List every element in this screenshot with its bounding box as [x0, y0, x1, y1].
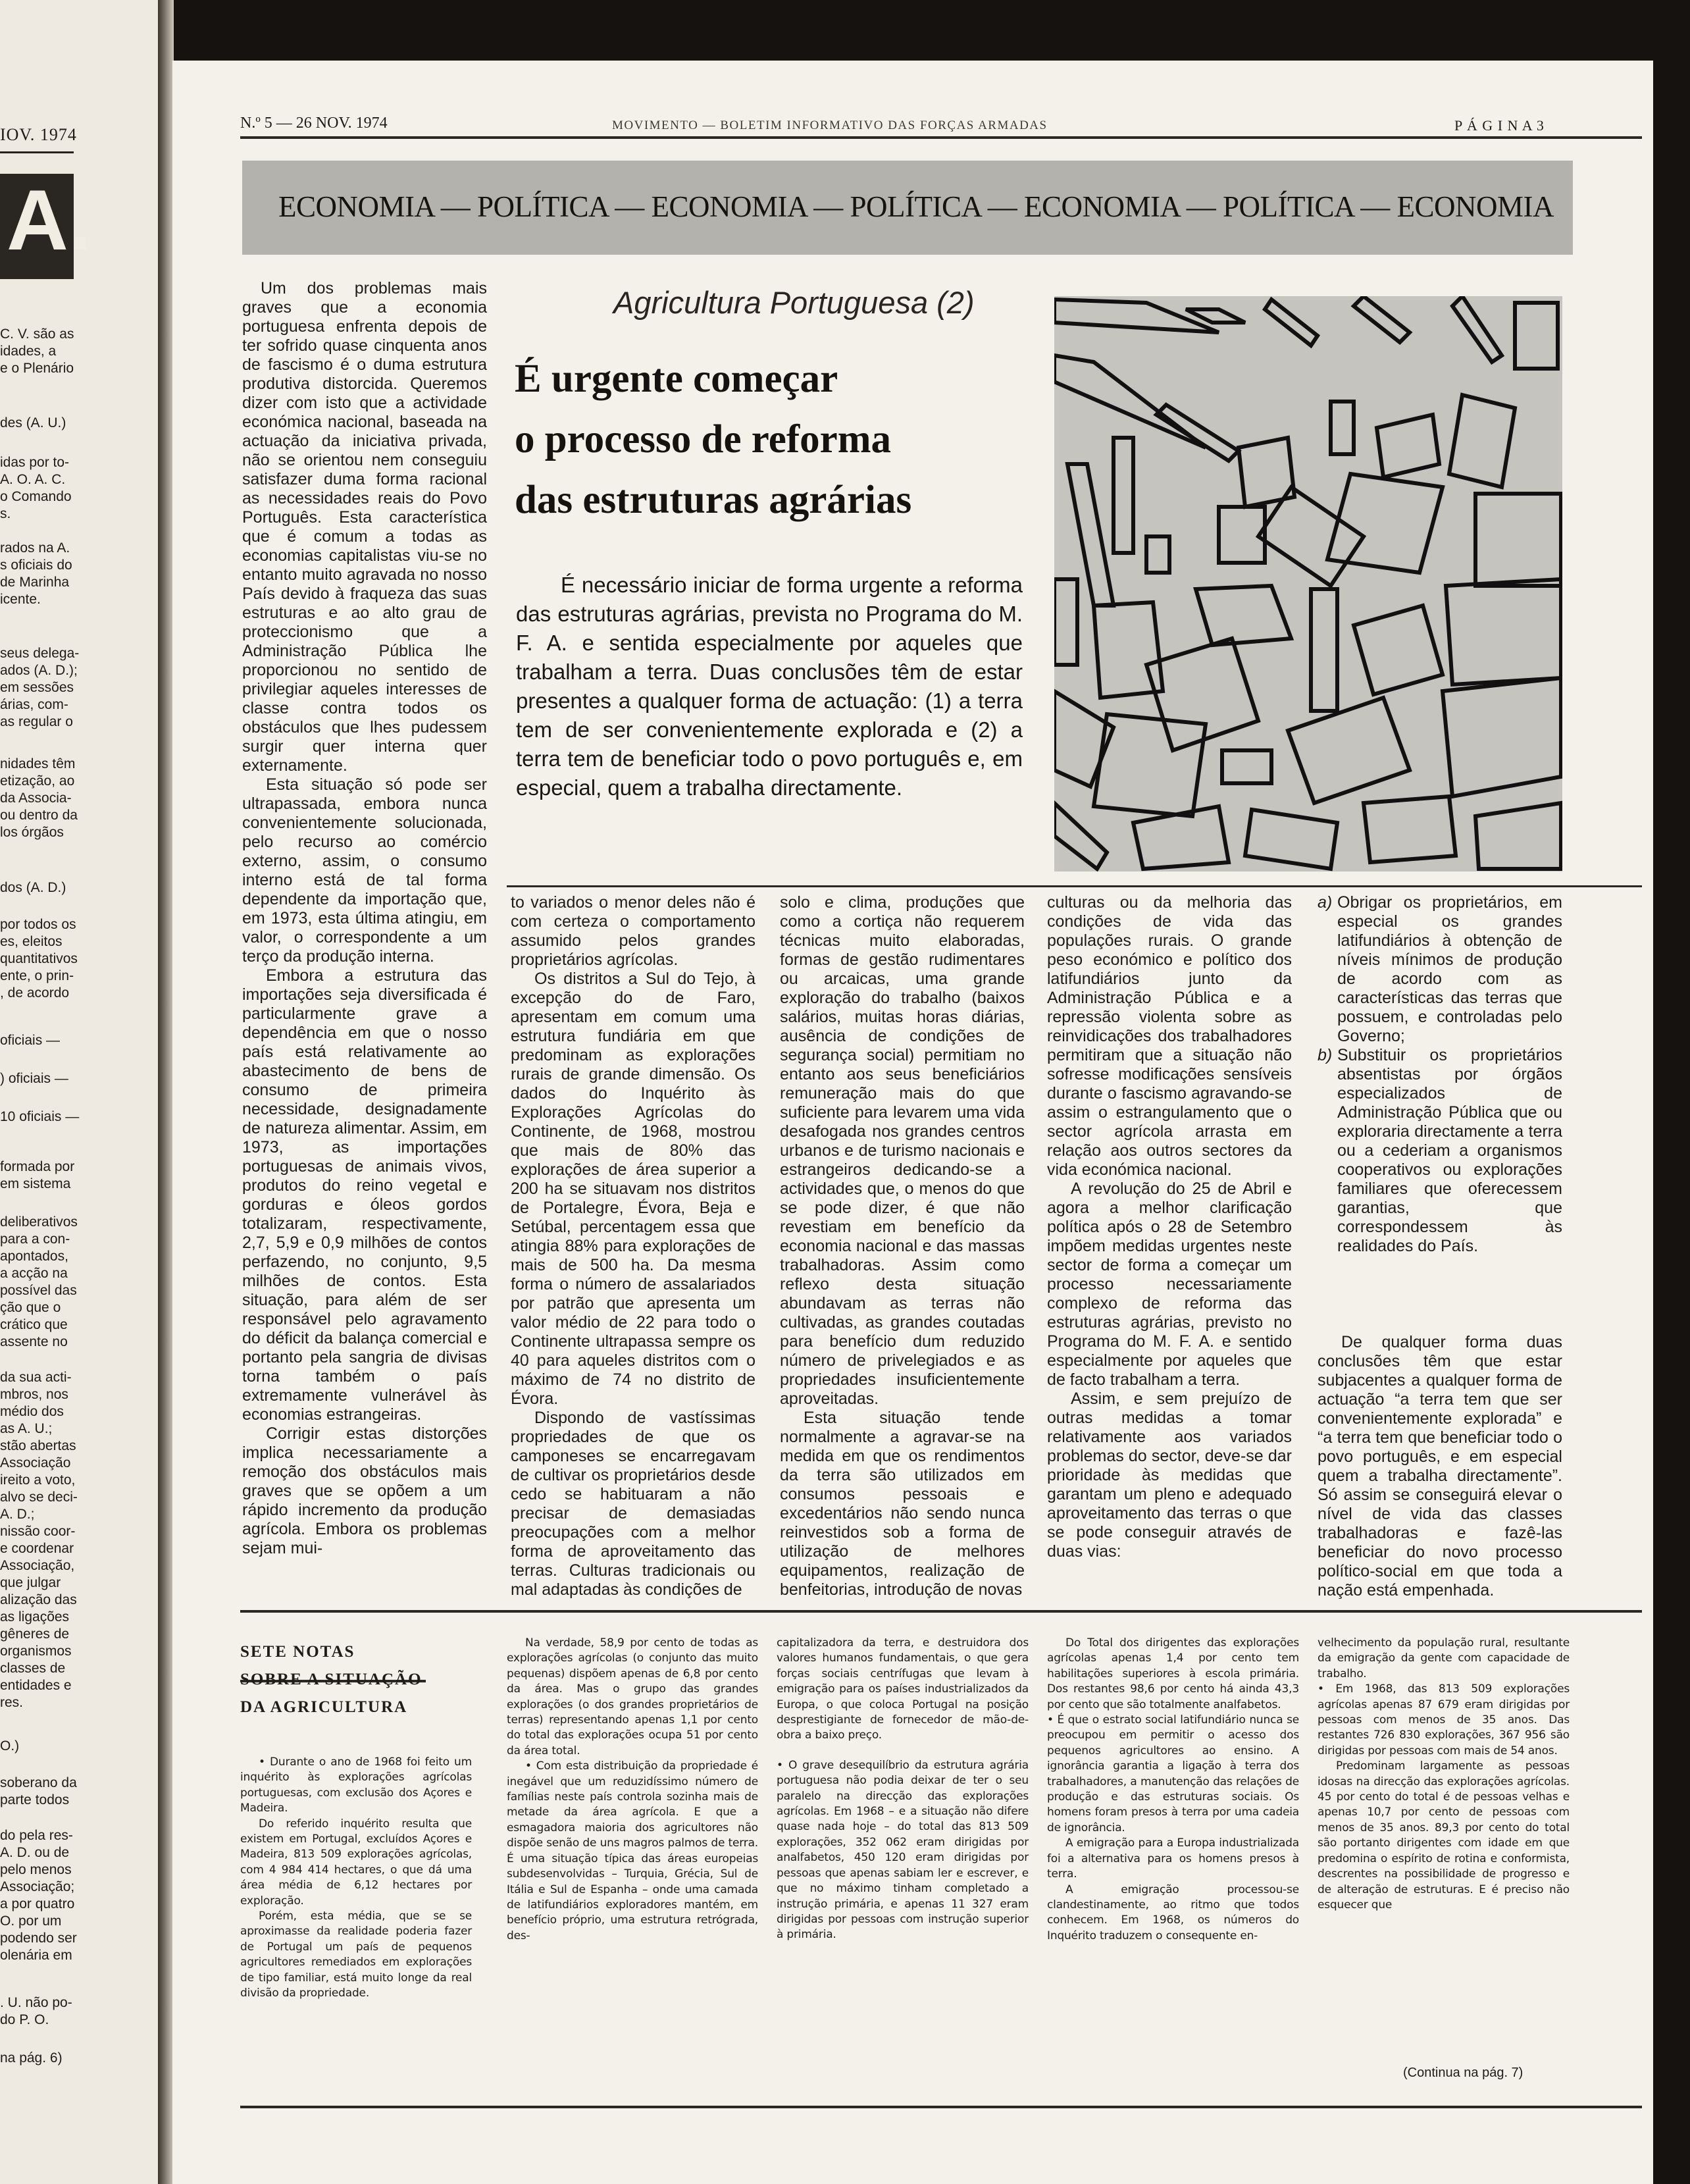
paragraph: De qualquer forma duas conclusões têm que estar subjacentes a qualquer forma de actuação “a terra tem que ser convenientemente explorada” e “a terra tem que beneficiar todo o povo português, e em especial quem a trabalha directamente”. Só assim se conseguirá elevar o nível de vida das classes trabalhadoras e fazê-las beneficiar do novo processo político-social em que toda a nação está empenhada. [1318, 1333, 1562, 1599]
previous-page-line: da sua acti- [0, 1370, 72, 1385]
masthead-rule [240, 136, 1642, 139]
previous-page-line: que julgar [0, 1575, 61, 1590]
article-headline [515, 349, 911, 531]
paragraph: Embora a estrutura das importações seja diversificada é particularmente grave a dependência em que o nosso país está relativamente ao abastecimento de bens de consumo de primeira necessidade, designadamente de natureza alimentar. Assim, em 1973, as importações portuguesas de animais vivos, produtos do reino vegetal e gorduras e óleos gordos totalizaram, respectivamente, 2,7, 5,9 e 0,9 milhões de contos perfazendo, no conjunto, 9,5 milhões de contos. Esta situação, para além de ser responsável pelo agravamento do déficit da balança comercial e portanto pela sangria de divisas torna também o país extremamente vulnerável às economias estrangeiras. [242, 966, 487, 1424]
paragraph: • O grave desequilíbrio da estrutura agrária portuguesa não podia deixar de ter o seu paralelo na direcção das explorações agrícolas. Em 1968 – e a situação não difere quase nada hoje – do total das 813 509 explorações, 352 062 eram dirigidas por analfabetos, 450 120 eram dirigidas por pessoas que apenas sabiam ler e escrever, e que no máximo tinham completado a instrução primária, e apenas 11 327 eram dirigidas por pessoas com instrução superior à primária. [777, 1758, 1029, 1942]
previous-page-line: es, eleitos [0, 934, 63, 949]
previous-page-line: ente, o prin- [0, 968, 74, 983]
previous-page-line: médio dos [0, 1404, 64, 1419]
previous-page-line: e o Plenário [0, 361, 74, 376]
notes-column-4 [1047, 1636, 1299, 1944]
paragraph: Do referido inquérito resulta que existem em Portugal, excluídos Açores e Madeira, 813 509 explorações agrícolas, com 4 984 414 hectares, o que dá uma área média de 6,12 hectares por exploração. [240, 1817, 472, 1908]
previous-page-line: dos (A. D.) [0, 880, 66, 895]
paragraph: A emigração processou-se clandestinamente, ao ritmo que todos conhecem. Em 1968, os números do Inquérito traduzem o consequente en- [1047, 1883, 1299, 1942]
section-banner [242, 161, 1573, 255]
previous-page-line: Associação, [0, 1558, 75, 1573]
previous-page-line: formada por [0, 1159, 75, 1174]
previous-page-line: stão abertas [0, 1438, 76, 1453]
previous-page-line: a acção na [0, 1266, 68, 1281]
previous-page-line: A. O. A. C. [0, 472, 66, 487]
previous-page-line: do pela res- [0, 1828, 73, 1843]
headline-line: É urgente começar [515, 357, 838, 401]
previous-page-line: para a con- [0, 1232, 70, 1247]
previous-page-line: e coordenar [0, 1541, 74, 1556]
previous-page-line: na pág. 6) [0, 2050, 63, 2066]
notes-column-3 [777, 1636, 1029, 1943]
list-item [1318, 1046, 1562, 1256]
scattered-rectangles-illustration [1054, 296, 1562, 871]
article-column-2 [511, 893, 755, 1599]
paragraph: A emigração para a Europa industrializada foi a alternativa para os homens presos à terra. [1047, 1836, 1299, 1881]
list-item [1318, 893, 1562, 1046]
previous-page-line: etização, ao [0, 773, 75, 789]
previous-page-line: crático que [0, 1317, 68, 1332]
previous-page-rule [0, 151, 74, 153]
previous-page-line: em sessões [0, 680, 74, 695]
notes-title-line: SETE NOTAS [240, 1643, 355, 1661]
lead-divider [507, 885, 1642, 887]
section-banner-text: ECONOMIA — POLÍTICA — ECONOMIA — POLÍTICA — ECONOMIA — POLÍTICA — ECONOMIA [278, 190, 1554, 223]
previous-page-line: de Marinha [0, 575, 70, 590]
previous-page-line: Associação [0, 1455, 71, 1470]
previous-page-line: do P. O. [0, 2012, 49, 2027]
previous-page-line: o Comando [0, 489, 72, 504]
previous-page-line: los órgãos [0, 825, 64, 840]
notes-title-line: DA AGRICULTURA [240, 1698, 408, 1716]
previous-page-line: as A. U.; [0, 1421, 53, 1436]
previous-page-line: olenária em [0, 1948, 72, 1963]
article-column-4 [1047, 893, 1292, 1561]
previous-page-line: da Associa- [0, 791, 72, 806]
paragraph: • É que o estrato social latifundiário nunca se preocupou em permitir o acesso dos pequenos agricultores ao ensino. A ignorância garantia a ligação à terra dos trabalhadores, a manutenção das relações de produção e das estruturas sociais. Os homens foram presos à terra por uma cadeia de ignorância. [1047, 1713, 1299, 1834]
previous-page-line: s. [0, 506, 11, 521]
paragraph: velhecimento da população rural, resultante da emigração da gente com capacidade de trabalho. [1318, 1636, 1570, 1680]
list-marker: a) [1318, 893, 1333, 912]
previous-page-line: , de acordo [0, 985, 70, 1001]
previous-page-line: des (A. U.) [0, 415, 66, 430]
previous-page-line: rados na A. [0, 540, 70, 556]
paragraph: Assim, e sem prejuízo de outras medidas a tomar relativamente aos variados problemas do sector, deve-se dar prioridade às medidas que garantam um pleno e adequado aproveitamento das terras o que se pode conseguir através de duas vias: [1047, 1390, 1292, 1561]
paragraph: Dispondo de vastíssimas propriedades de que os camponeses se encarregavam de cultivar os proprietários desde cedo se habituaram a não precisar de demasiadas preocupações com a melhor forma de aproveitamento das terras. Culturas tradicionais ou mal adaptadas às condições de [511, 1409, 755, 1599]
previous-page-line: em sistema [0, 1176, 71, 1191]
notes-title-line: SOBRE A SITUAÇÃO [240, 1671, 423, 1688]
previous-page-line: nidades têm [0, 756, 76, 771]
paragraph: • Em 1968, das 813 509 explorações agrícolas apenas 87 679 eram dirigidas por pessoas com menos de 35 anos. Das restantes 726 830 explorações, 367 956 são dirigidas por pessoas com mais de 54 anos. [1318, 1682, 1570, 1757]
previous-page-line: alização das [0, 1592, 77, 1607]
previous-page-line: as regular o [0, 714, 73, 729]
previous-page-line: icente. [0, 592, 41, 607]
previous-page-line: oficiais — [0, 1033, 61, 1048]
issue-label: N.º 5 — 26 NOV. 1974 [240, 115, 388, 132]
previous-page-line: 10 oficiais — [0, 1109, 80, 1124]
previous-page-line: mbros, nos [0, 1387, 68, 1402]
paragraph: Esta situação tende normalmente a agravar-se na medida em que os rendimentos da terra são utilizados em consumos pessoais e excedentários não sendo nunca reinvestidos sob a forma de utilização de melhores equipamentos, realização de benfeitorias, introdução de novas [780, 1409, 1025, 1599]
previous-page-line: parte todos [0, 1792, 70, 1807]
notes-top-rule [240, 1610, 1642, 1613]
article-column-3 [780, 893, 1025, 1599]
paragraph: • Com esta distribuição da propriedade é inegável que um reduzidíssimo número de famílias neste país controla sozinha mais de metade da área agrícola. E que a esmagadora maioria dos agricultores não dispõe senão de uns magros palmos de terra. É uma situação típica das áreas europeias subdesenvolvidas – Turquia, Grécia, Sul de Itália e Sul de Espanha – onde uma camada de latifundiários exploradores mantém, em benefício próprio, uma estrutura retrógrada, des- [507, 1759, 758, 1942]
previous-page-line: O.) [0, 1738, 20, 1754]
previous-page-line: idas por to- [0, 455, 70, 470]
list-marker: b) [1318, 1046, 1333, 1064]
previous-page-line: a por quatro [0, 1896, 75, 1911]
publication-title: MOVIMENTO — BOLETIM INFORMATIVO DAS FORÇAS ARMADAS [612, 118, 1048, 132]
previous-page-line: quantitativos [0, 951, 78, 966]
article-column-1 [242, 279, 487, 1558]
previous-page-line: ção que o [0, 1300, 61, 1315]
previous-page-line: ados (A. D.); [0, 663, 78, 678]
previous-page-line: C. V. são as [0, 326, 74, 342]
previous-page-line: A. D.; [0, 1507, 35, 1522]
article-column-5 [1318, 893, 1562, 1600]
previous-page-line: assente no [0, 1334, 68, 1349]
continuation-note: (Continua na pág. 7) [1403, 2066, 1524, 2080]
article-kicker: Agricultura Portuguesa (2) [613, 285, 975, 320]
previous-page-line: apontados, [0, 1249, 68, 1264]
paragraph: Esta situação só pode ser ultrapassada, embora nunca convenientemente solucionada, pelo recurso ao comércio externo, assim, o consumo interno está de tal forma dependente da importação que, em 1973, esta última atingiu, em valor, o correspondente a um terço da produção interna. [242, 775, 487, 966]
paragraph: Corrigir estas distorções implica necessariamente a remoção dos obstáculos mais graves que se opõem a um rápido incremento da produção agrícola. Embora os problemas sejam mui- [242, 1424, 487, 1557]
previous-page-line: O. por um [0, 1913, 62, 1929]
paragraph: Predominam largamente as pessoas idosas na direcção das explorações agrícolas. 45 por cento do total é de pessoas velhas e apenas 10,7 por cento de pessoas com menos de 35 anos. 89,3 por cento do total são portanto dirigentes com idade em que predomina o espírito de rotina e conformista, descrentes na possibilidade de progresso e de alteração de estruturas. E é preciso não esquecer que [1318, 1759, 1570, 1911]
previous-page-line: árias, com- [0, 697, 68, 712]
previous-page-line: ) oficiais — [0, 1071, 68, 1086]
previous-page-line: seus delega- [0, 646, 80, 661]
previous-page-header: IOV. 1974 [0, 125, 77, 144]
paragraph: capitalizadora da terra, e destruidora dos valores humanos fundamentais, o que gera forças sociais centrífugas que levam à emigração para os países industrializados da Europa, o que coloca Portugal na posição desprestigiante de fornecedor de mão-de-obra a baixo preço. [777, 1636, 1029, 1742]
headline-line: o processo de reforma [515, 417, 892, 461]
page-number: P Á G I N A 3 [1454, 117, 1545, 134]
previous-page-line: deliberativos [0, 1214, 78, 1230]
previous-page-line: nissão coor- [0, 1524, 76, 1539]
previous-page-line: alvo se deci- [0, 1490, 78, 1505]
previous-page-line: podendo ser [0, 1931, 77, 1946]
paragraph: Porém, esta média, que se se aproximasse da realidade poderia fazer de Portugal um país de pequenos agricultores remediados em explorações de tipo familiar, está muito longe da real divisão da propriedade. [240, 1910, 472, 2000]
previous-page-line: A. D. ou de [0, 1845, 70, 1860]
paragraph: to variados o menor deles não é com certeza o comportamento assumido pelos grandes proprietários agrícolas. [511, 893, 755, 969]
list-text: Obrigar os proprietários, em especial os grandes latifundiários à obtenção de níveis mínimos de produção de acordo com as características das terras que possuem, e controladas pelo Governo; [1337, 893, 1562, 1045]
previous-page-line: classes de [0, 1661, 66, 1676]
previous-page-line: por todos os [0, 917, 76, 932]
previous-page-line: . U. não po- [0, 1995, 72, 2010]
previous-page-line: idades, a [0, 344, 57, 359]
paragraph: • Durante o ano de 1968 foi feito um inquérito às explorações agrícolas portuguesas, com exclusão dos Açores e Madeira. [240, 1755, 472, 1815]
previous-page-edge [0, 0, 158, 2184]
paragraph: A revolução do 25 de Abril e agora a melhor clarificação política após o 28 de Setembro impõem medidas urgentes neste sector de forma a começar um processo necessariamente complexo de reforma das estruturas agrárias, previsto no Programa do M. F. A. e sentido especialmente por aqueles que de facto trabalham a terra. [1047, 1180, 1292, 1389]
paragraph: solo e clima, produções que como a cortiça não requerem técnicas muito elaboradas, formas de gestão rudimentares ou arcaicas, uma grande exploração do trabalho (baixos salários, muitas horas diárias, ausência de condições de segurança social) permitiam no entanto aos seus beneficiários remuneração mais do que suficiente para levarem uma vida desafogada nos grandes centros urbanos e de turismo nacionais e estrangeiros dedicando-se a actividades que, o menos do que se pode dizer, é que não revestiam em benefício da economia nacional e das massas trabalhadoras. Assim como reflexo desta situação abundavam as terras não cultivadas, as grandes coutadas para benefício dum reduzido número de privelegiados e as propriedades insuficientemente aproveitadas. [780, 893, 1025, 1408]
list-text: Substituir os proprietários absentistas por órgãos especializados de Administração Pública que ou exploraria directamente a terra ou a cederiam a organismos cooperativos ou explorações familiares que oferecessem garantias, que correspondessem às realidades do País. [1337, 1046, 1562, 1255]
paragraph: Um dos problemas mais graves que a economia portuguesa enfrenta depois de ter sofrido quase cinquenta anos de fascismo é o duma estrutura produtiva distorcida. Queremos dizer com isto que a actividade económica nacional, baseada na actuação da iniciativa privada, não se orientou nem conseguiu satisfazer duma forma racional as necessidades reais do Povo Português. Esta característica que é comum a todas as economias capitalistas viu-se no entanto muito agravada no nosso País devido à fraqueza das suas estruturas e ao alto grau de proteccionismo que a Administração Pública lhe proporcionou no sentido de privilegiar aqueles interesses de classe contra todos os obstáculos que lhes pudessem surgir quer interna quer externamente. [242, 279, 487, 775]
notes-column-1 [240, 1755, 472, 2002]
previous-page-line: s oficiais do [0, 558, 72, 573]
notes-column-5 [1318, 1636, 1570, 1913]
previous-page-heading-block: A. [0, 174, 74, 279]
notes-title [240, 1638, 423, 1721]
notes-column-2 [507, 1636, 758, 1944]
previous-page-line: entidades e [0, 1678, 72, 1693]
previous-page-line: ou dentro da [0, 808, 78, 823]
page-gutter [158, 0, 174, 2184]
previous-page-line: gêneres de [0, 1626, 70, 1642]
previous-page-line: Associação; [0, 1879, 75, 1894]
previous-page-line: possível das [0, 1283, 77, 1298]
newspaper-page [172, 61, 1653, 2184]
page-bottom-rule [240, 2106, 1642, 2108]
article-illustration [1054, 296, 1562, 871]
previous-page-line: as ligações [0, 1609, 70, 1625]
previous-page-line: pelo menos [0, 1862, 72, 1877]
previous-page-line: res. [0, 1695, 24, 1710]
paragraph: Na verdade, 58,9 por cento de todas as explorações agrícolas (o conjunto das muito pequenas) dispõem apenas de 6,8 por cento da área. Mas o grupo das grandes explorações (o dos grandes proprietários de terras) representando apenas 1,1 por cento do total das explorações ocupa 51 por cento da área total. [507, 1636, 758, 1757]
paragraph: Os distritos a Sul do Tejo, à excepção do de Faro, apresentam em comum uma estrutura fundiária em que predominam as explorações rurais de grande dimensão. Os dados do Inquérito às Explorações Agrícolas do Continente, de 1968, mostrou que mais de 80% das explorações de área superior a 200 ha se situavam nos distritos de Portalegre, Évora, Beja e Setúbal, percentagem essa que atingia 88% para explorações de mais de 500 ha. Da mesma forma o número de assalariados por patrão que apresenta um valor médio de 22 para todo o Continente ultrapassa sempre os 40 para aqueles distritos com o máximo de 74 no distrito de Évora. [511, 970, 755, 1408]
paragraph: culturas ou da melhoria das condições de vida das populações rurais. O grande peso económico e político dos latifundiários junto da Administração Pública e a repressão violenta sobre as reinvidicações dos trabalhadores permitiram que a situação não sofresse modificações sensíveis durante o fascismo agravando-se assim o estrangulamento que o sector agrícola arrasta em relação aos outros sectores da vida económica nacional. [1047, 893, 1292, 1179]
previous-page-line: soberano da [0, 1775, 77, 1790]
previous-page-line: organismos [0, 1644, 72, 1659]
paragraph: Do Total dos dirigentes das explorações agrícolas apenas 1,4 por cento tem habilitações superiores à escola primária. Dos restantes 98,6 por cento há ainda 43,3 por cento que são totalmente analfabetos. [1047, 1636, 1299, 1711]
article-lead: É necessário iniciar de forma urgente a reforma das estruturas agrárias, prevista no Programa do M. F. A. e sentida especialmente por aqueles que trabalham a terra. Duas conclusões têm de estar presentes a qualquer forma de actuação: (1) a terra tem de ser convenientemente explorada e (2) a terra tem de beneficiar todo o povo português e, em especial, quem a trabalha directamente. [516, 573, 1023, 800]
previous-page-line: ireito a voto, [0, 1472, 76, 1488]
headline-line: das estruturas agrárias [515, 478, 912, 522]
